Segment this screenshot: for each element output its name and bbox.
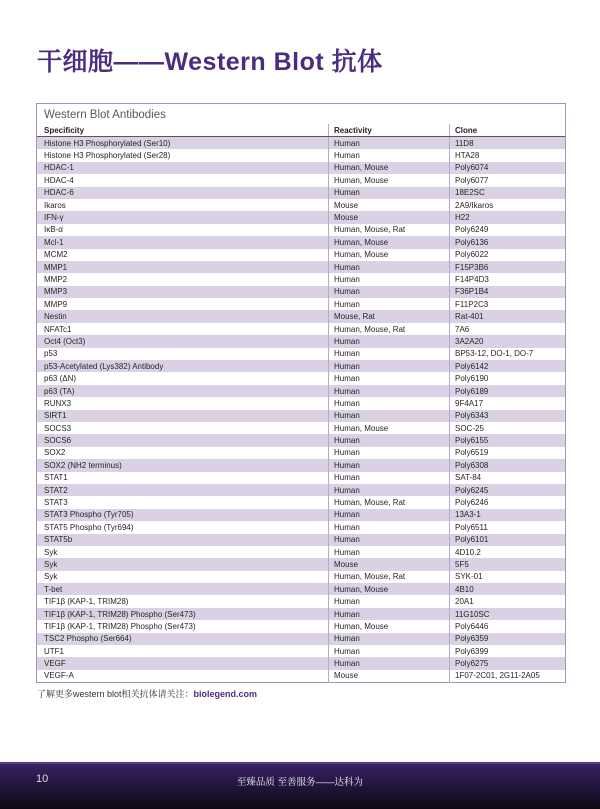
cell-clone: Poly6245 bbox=[449, 484, 565, 496]
cell-specificity: SIRT1 bbox=[44, 411, 67, 421]
cell-reactivity: Human bbox=[328, 534, 449, 546]
cell-specificity: VEGF bbox=[44, 659, 66, 669]
cell-reactivity: Human bbox=[328, 298, 449, 310]
cell-specificity: MMP9 bbox=[44, 299, 68, 309]
cell-specificity: p63 (ΔN) bbox=[44, 374, 77, 384]
cell-clone: Poly6155 bbox=[449, 434, 565, 446]
cell-clone: 3A2A20 bbox=[449, 335, 565, 347]
table-row bbox=[37, 162, 565, 174]
cell-specificity: Syk bbox=[44, 572, 58, 582]
cell-specificity: Histone H3 Phosphorylated (Ser10) bbox=[44, 138, 171, 148]
table-row bbox=[37, 385, 565, 397]
antibody-table bbox=[36, 103, 566, 683]
table-row bbox=[37, 224, 565, 236]
cell-reactivity: Human bbox=[328, 187, 449, 199]
cell-specificity: Ikaros bbox=[44, 200, 66, 210]
cell-reactivity: Human bbox=[328, 410, 449, 422]
cell-reactivity: Human bbox=[328, 348, 449, 360]
cell-reactivity: Mouse bbox=[328, 211, 449, 223]
cell-specificity: HDAC-6 bbox=[44, 188, 74, 198]
cell-specificity: p53 bbox=[44, 349, 58, 359]
table-row bbox=[37, 447, 565, 459]
cell-specificity: Histone H3 Phosphorylated (Ser28) bbox=[44, 151, 171, 161]
cell-clone: Poly6249 bbox=[449, 224, 565, 236]
cell-specificity: SOCS3 bbox=[44, 423, 72, 433]
table-row bbox=[37, 484, 565, 496]
table-row bbox=[37, 199, 565, 211]
table-title: Western Blot Antibodies bbox=[44, 109, 166, 121]
cell-clone: Poly6275 bbox=[449, 657, 565, 669]
cell-reactivity: Human bbox=[328, 484, 449, 496]
page-number: 10 bbox=[36, 773, 49, 785]
cell-clone: Poly6446 bbox=[449, 620, 565, 632]
cell-clone: Poly6359 bbox=[449, 633, 565, 645]
table-row bbox=[37, 298, 565, 310]
table-row bbox=[37, 211, 565, 223]
cell-clone: HTA28 bbox=[449, 149, 565, 161]
cell-reactivity: Human bbox=[328, 273, 449, 285]
cell-reactivity: Human bbox=[328, 261, 449, 273]
column-header-clone: Clone bbox=[449, 124, 565, 136]
cell-clone: 18E2SC bbox=[449, 187, 565, 199]
table-body bbox=[37, 137, 565, 682]
cell-specificity: IFN-γ bbox=[44, 213, 64, 223]
cell-specificity: TIF1β (KAP-1, TRIM28) bbox=[44, 597, 129, 607]
cell-clone: F14P4D3 bbox=[449, 273, 565, 285]
table-row bbox=[37, 608, 565, 620]
cell-specificity: HDAC-4 bbox=[44, 175, 74, 185]
cell-reactivity: Human bbox=[328, 137, 449, 149]
cell-reactivity: Human, Mouse, Rat bbox=[328, 496, 449, 508]
cell-specificity: STAT2 bbox=[44, 485, 68, 495]
table-row bbox=[37, 459, 565, 471]
cell-clone: F15P3B6 bbox=[449, 261, 565, 273]
cell-specificity: STAT3 bbox=[44, 498, 68, 508]
cell-reactivity: Human bbox=[328, 372, 449, 384]
cell-specificity: IκB-α bbox=[44, 225, 63, 235]
cell-specificity: Oct4 (Oct3) bbox=[44, 336, 86, 346]
cell-reactivity: Human bbox=[328, 397, 449, 409]
cell-reactivity: Mouse bbox=[328, 199, 449, 211]
cell-clone: 7A6 bbox=[449, 323, 565, 335]
cell-clone: SYK-01 bbox=[449, 571, 565, 583]
table-row bbox=[37, 236, 565, 248]
table-row bbox=[37, 410, 565, 422]
cell-reactivity: Human bbox=[328, 459, 449, 471]
cell-clone: Poly6343 bbox=[449, 410, 565, 422]
cell-clone: Poly6077 bbox=[449, 174, 565, 186]
cell-reactivity: Human bbox=[328, 546, 449, 558]
table-row bbox=[37, 645, 565, 657]
cell-specificity: MMP1 bbox=[44, 262, 68, 272]
cell-clone: Poly6190 bbox=[449, 372, 565, 384]
table-column-header bbox=[37, 124, 565, 137]
cell-specificity: Mcl-1 bbox=[44, 237, 64, 247]
table-row bbox=[37, 496, 565, 508]
cell-specificity: MMP2 bbox=[44, 274, 68, 284]
cell-clone: 11G10SC bbox=[449, 608, 565, 620]
cell-reactivity: Human, Mouse bbox=[328, 422, 449, 434]
table-row bbox=[37, 534, 565, 546]
cell-reactivity: Human, Mouse bbox=[328, 162, 449, 174]
table-row bbox=[37, 558, 565, 570]
table-row bbox=[37, 261, 565, 273]
cell-clone: Poly6519 bbox=[449, 447, 565, 459]
table-row bbox=[37, 286, 565, 298]
cell-clone: Poly6101 bbox=[449, 534, 565, 546]
cell-reactivity: Human, Mouse, Rat bbox=[328, 571, 449, 583]
table-row bbox=[37, 310, 565, 322]
cell-reactivity: Human bbox=[328, 657, 449, 669]
cell-specificity: NFATc1 bbox=[44, 324, 72, 334]
cell-reactivity: Human bbox=[328, 608, 449, 620]
cell-clone: Poly6308 bbox=[449, 459, 565, 471]
cell-clone: 11D8 bbox=[449, 137, 565, 149]
cell-specificity: STAT5 Phospho (Tyr694) bbox=[44, 522, 134, 532]
cell-clone: 5F5 bbox=[449, 558, 565, 570]
table-row bbox=[37, 583, 565, 595]
cell-clone: Poly6511 bbox=[449, 521, 565, 533]
cell-reactivity: Human, Mouse bbox=[328, 583, 449, 595]
table-row bbox=[37, 137, 565, 149]
cell-reactivity: Human, Mouse bbox=[328, 620, 449, 632]
table-row bbox=[37, 422, 565, 434]
cell-clone: 9F4A17 bbox=[449, 397, 565, 409]
cell-reactivity: Mouse bbox=[328, 558, 449, 570]
table-row bbox=[37, 633, 565, 645]
cell-reactivity: Human bbox=[328, 385, 449, 397]
table-row bbox=[37, 249, 565, 261]
cell-specificity: T-bet bbox=[44, 584, 63, 594]
footer-slogan: 至臻品质 至善服务——达科为 bbox=[236, 777, 364, 788]
cell-reactivity: Human bbox=[328, 447, 449, 459]
cell-specificity: STAT3 Phospho (Tyr705) bbox=[44, 510, 134, 520]
table-row bbox=[37, 571, 565, 583]
table-row bbox=[37, 360, 565, 372]
cell-clone: Poly6074 bbox=[449, 162, 565, 174]
cell-clone: SOC-25 bbox=[449, 422, 565, 434]
page-title: 干细胞——Western Blot 抗体 bbox=[37, 48, 383, 76]
cell-clone: 4D10.2 bbox=[449, 546, 565, 558]
cell-clone: BP53-12, DO-1, DO-7 bbox=[449, 348, 565, 360]
cell-reactivity: Human bbox=[328, 360, 449, 372]
cell-specificity: TIF1β (KAP-1, TRIM28) Phospho (Ser473) bbox=[44, 621, 196, 631]
cell-specificity: TIF1β (KAP-1, TRIM28) Phospho (Ser473) bbox=[44, 609, 196, 619]
table-row bbox=[37, 472, 565, 484]
table-row bbox=[37, 657, 565, 669]
cell-clone: Poly6022 bbox=[449, 249, 565, 261]
cell-reactivity: Human bbox=[328, 335, 449, 347]
cell-clone: Poly6399 bbox=[449, 645, 565, 657]
cell-specificity: HDAC-1 bbox=[44, 163, 74, 173]
cell-clone: 13A3-1 bbox=[449, 509, 565, 521]
cell-clone: Poly6189 bbox=[449, 385, 565, 397]
cell-clone: 1F07-2C01, 2G11-2A05 bbox=[449, 670, 565, 682]
cell-reactivity: Human bbox=[328, 633, 449, 645]
table-row bbox=[37, 670, 565, 682]
cell-clone: Poly6136 bbox=[449, 236, 565, 248]
cell-specificity: TSC2 Phospho (Ser664) bbox=[44, 634, 132, 644]
cell-reactivity: Human bbox=[328, 645, 449, 657]
table-row bbox=[37, 620, 565, 632]
cell-specificity: MMP3 bbox=[44, 287, 68, 297]
table-row bbox=[37, 174, 565, 186]
table-row bbox=[37, 509, 565, 521]
table-row bbox=[37, 372, 565, 384]
footer-note bbox=[37, 687, 257, 700]
cell-reactivity: Human, Mouse, Rat bbox=[328, 323, 449, 335]
cell-reactivity: Mouse, Rat bbox=[328, 310, 449, 322]
cell-reactivity: Human bbox=[328, 595, 449, 607]
cell-specificity: Syk bbox=[44, 547, 58, 557]
cell-reactivity: Human bbox=[328, 286, 449, 298]
cell-clone: Rat-401 bbox=[449, 310, 565, 322]
cell-reactivity: Human, Mouse bbox=[328, 236, 449, 248]
table-row bbox=[37, 595, 565, 607]
table-row bbox=[37, 397, 565, 409]
table-row bbox=[37, 521, 565, 533]
cell-clone: 2A9/Ikaros bbox=[449, 199, 565, 211]
cell-specificity: VEGF-A bbox=[44, 671, 74, 681]
footer-note-text: 了解更多western blot相关抗体请关注： bbox=[37, 689, 194, 699]
cell-reactivity: Human bbox=[328, 434, 449, 446]
cell-reactivity: Mouse bbox=[328, 670, 449, 682]
cell-specificity: SOCS6 bbox=[44, 436, 72, 446]
cell-clone: Poly6246 bbox=[449, 496, 565, 508]
column-header-reactivity: Reactivity bbox=[328, 124, 449, 136]
cell-specificity: SOX2 bbox=[44, 448, 66, 458]
table-row bbox=[37, 187, 565, 199]
cell-reactivity: Human, Mouse bbox=[328, 249, 449, 261]
cell-specificity: RUNX3 bbox=[44, 398, 72, 408]
table-row bbox=[37, 273, 565, 285]
cell-clone: SAT-84 bbox=[449, 472, 565, 484]
cell-clone: 4B10 bbox=[449, 583, 565, 595]
cell-reactivity: Human, Mouse, Rat bbox=[328, 224, 449, 236]
cell-reactivity: Human bbox=[328, 149, 449, 161]
cell-clone: F11P2C3 bbox=[449, 298, 565, 310]
cell-reactivity: Human bbox=[328, 472, 449, 484]
table-row bbox=[37, 546, 565, 558]
footer-bar bbox=[0, 762, 600, 809]
table-row bbox=[37, 149, 565, 161]
biolegend-link[interactable]: biolegend.com bbox=[193, 689, 258, 699]
cell-specificity: MCM2 bbox=[44, 250, 68, 260]
cell-specificity: STAT5b bbox=[44, 535, 73, 545]
cell-reactivity: Human, Mouse bbox=[328, 174, 449, 186]
table-row bbox=[37, 348, 565, 360]
column-header-specificity: Specificity bbox=[44, 125, 85, 135]
cell-specificity: STAT1 bbox=[44, 473, 68, 483]
cell-reactivity: Human bbox=[328, 509, 449, 521]
cell-specificity: p63 (TA) bbox=[44, 386, 75, 396]
cell-clone: F36P1B4 bbox=[449, 286, 565, 298]
cell-reactivity: Human bbox=[328, 521, 449, 533]
table-row bbox=[37, 335, 565, 347]
cell-specificity: SOX2 (NH2 terminus) bbox=[44, 460, 122, 470]
cell-clone: H22 bbox=[449, 211, 565, 223]
cell-specificity: UTF1 bbox=[44, 646, 64, 656]
cell-clone: 20A1 bbox=[449, 595, 565, 607]
cell-clone: Poly6142 bbox=[449, 360, 565, 372]
table-row bbox=[37, 323, 565, 335]
cell-specificity: Nestin bbox=[44, 312, 67, 322]
cell-specificity: Syk bbox=[44, 559, 58, 569]
cell-specificity: p53-Acetylated (Lys382) Antibody bbox=[44, 361, 164, 371]
table-row bbox=[37, 434, 565, 446]
